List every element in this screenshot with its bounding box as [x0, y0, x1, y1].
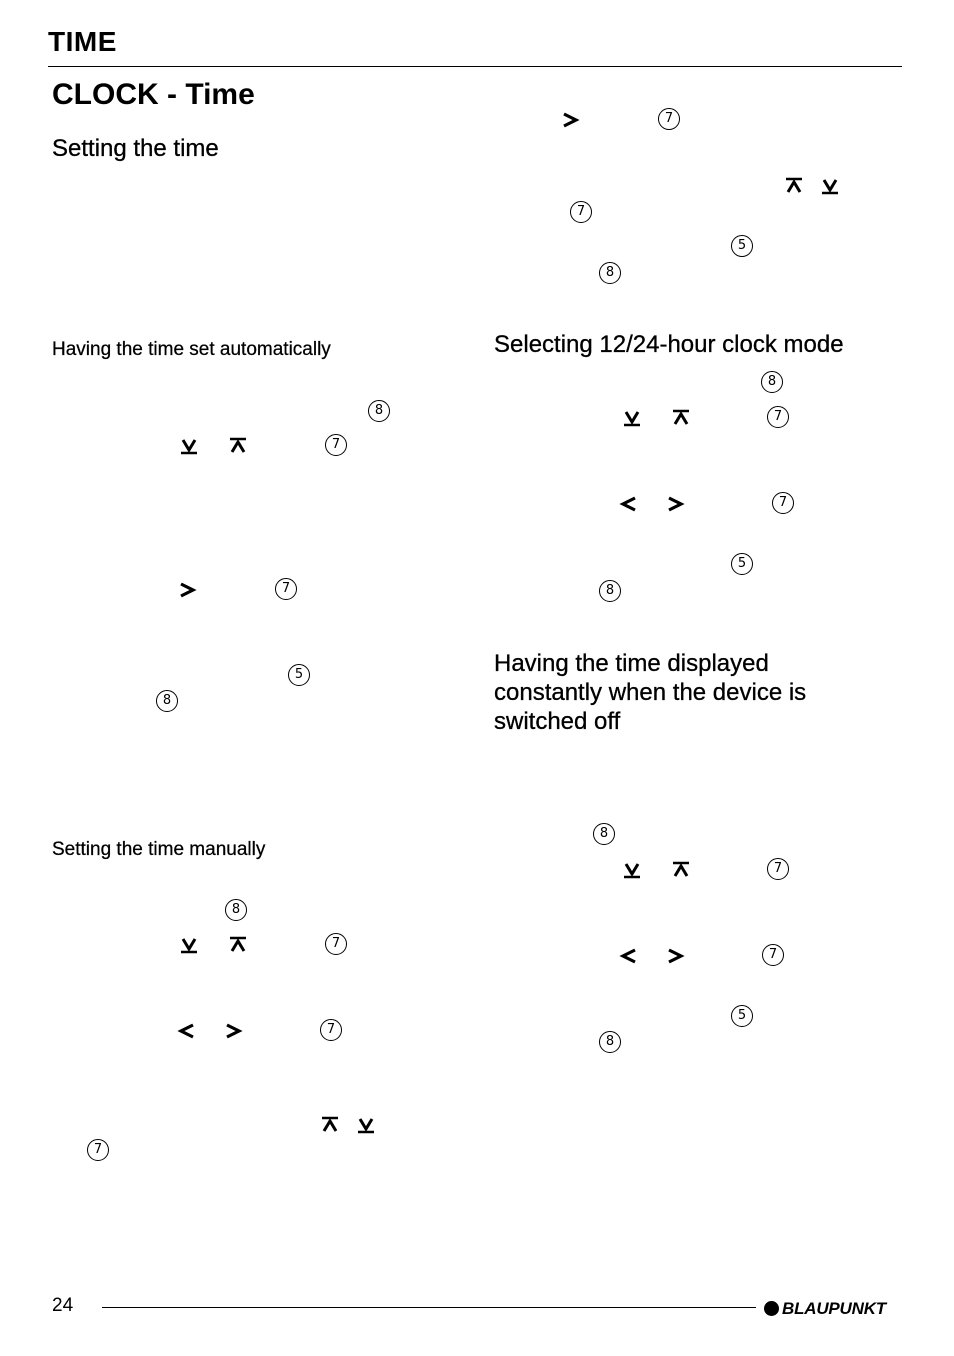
brand-logo — [764, 1298, 886, 1318]
left-arrow-icon — [176, 1021, 198, 1041]
callout-number: 8 — [761, 371, 783, 393]
up-arrow-icon — [670, 408, 692, 428]
left-arrow-icon — [618, 946, 640, 966]
down-arrow-icon — [621, 408, 643, 428]
callout-number: 7 — [772, 492, 794, 514]
heading-time-display — [494, 649, 806, 736]
right-arrow-icon — [559, 110, 581, 130]
up-arrow-icon — [319, 1115, 341, 1135]
header-rule — [48, 66, 902, 67]
callout-number: 8 — [156, 690, 178, 712]
up-arrow-icon — [227, 436, 249, 456]
callout-number: 7 — [325, 434, 347, 456]
callout-number: 5 — [731, 553, 753, 575]
callout-number: 8 — [225, 899, 247, 921]
callout-number: 7 — [767, 858, 789, 880]
callout-number: 7 — [762, 944, 784, 966]
section-header: TIME — [48, 26, 117, 57]
up-arrow-icon — [670, 860, 692, 880]
page-title: CLOCK - Time — [52, 78, 255, 111]
left-arrow-icon — [618, 494, 640, 514]
heading-line: Having the time displayed — [494, 650, 769, 677]
heading-clock-mode: Selecting 12/24-hour clock mode — [494, 331, 844, 358]
brand-name: BLAUPUNKT — [782, 1298, 886, 1318]
callout-number: 7 — [570, 201, 592, 223]
callout-number: 5 — [288, 664, 310, 686]
footer-rule — [102, 1307, 756, 1308]
right-arrow-icon — [664, 946, 686, 966]
down-arrow-icon — [819, 176, 841, 196]
callout-number: 7 — [325, 933, 347, 955]
callout-number: 8 — [599, 262, 621, 284]
callout-number: 5 — [731, 1005, 753, 1027]
heading-line: switched off — [494, 708, 621, 735]
callout-number: 7 — [658, 108, 680, 130]
down-arrow-icon — [178, 935, 200, 955]
callout-number: 7 — [767, 406, 789, 428]
callout-number: 8 — [599, 1031, 621, 1053]
up-arrow-icon — [227, 935, 249, 955]
callout-number: 7 — [320, 1019, 342, 1041]
right-arrow-icon — [176, 580, 198, 600]
right-arrow-icon — [222, 1021, 244, 1041]
down-arrow-icon — [178, 436, 200, 456]
down-arrow-icon — [621, 860, 643, 880]
page-number: 24 — [52, 1295, 74, 1316]
down-arrow-icon — [355, 1115, 377, 1135]
callout-number: 7 — [275, 578, 297, 600]
callout-number: 8 — [599, 580, 621, 602]
logo-dot-icon — [764, 1301, 779, 1316]
heading-setting-time: Setting the time — [52, 135, 219, 162]
heading-line: constantly when the device is — [494, 679, 807, 706]
callout-number: 7 — [87, 1139, 109, 1161]
up-arrow-icon — [783, 176, 805, 196]
callout-number: 8 — [593, 823, 615, 845]
heading-manual-time: Setting the time manually — [52, 839, 266, 860]
callout-number: 5 — [731, 235, 753, 257]
right-arrow-icon — [664, 494, 686, 514]
callout-number: 8 — [368, 400, 390, 422]
heading-auto-time: Having the time set automatically — [52, 339, 331, 360]
